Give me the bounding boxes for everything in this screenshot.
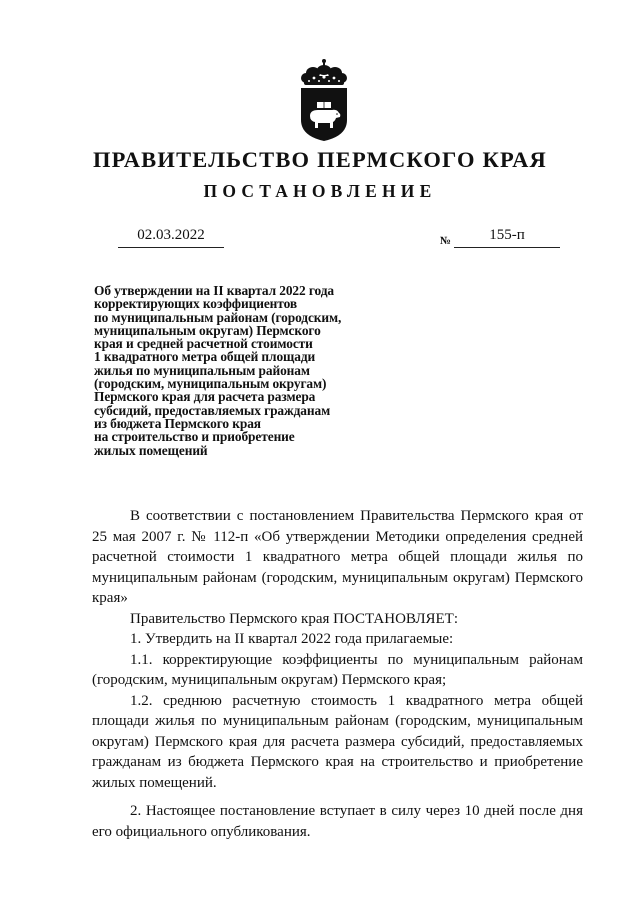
- coat-of-arms-icon: [298, 58, 350, 142]
- subject-line: на строительство и приобретение: [94, 429, 295, 445]
- document-date: 02.03.2022: [118, 225, 224, 248]
- number-prefix: №: [440, 235, 452, 247]
- subject-line: корректирующих коэффициентов: [94, 296, 297, 312]
- resolves-paragraph: Правительство Пермского края ПОСТАНОВЛЯЕТ:: [130, 610, 459, 627]
- document-type-title: ПОСТАНОВЛЕНИЕ: [203, 181, 437, 201]
- government-title: ПРАВИТЕЛЬСТВО ПЕРМСКОГО КРАЯ: [92, 147, 548, 172]
- subject-line: края и средней расчетной стоимости: [94, 336, 313, 352]
- subject-line: Пермского края для расчета размера: [94, 389, 316, 405]
- subject-line: 1 квадратного метра общей площади: [94, 349, 316, 365]
- subject-line: по муниципальным районам (городским,: [94, 309, 342, 325]
- item-1-2-paragraph: 1.2. среднюю расчетную стоимость 1 квадратного метра общей площади жилья по муниципальным районам (городским, муниципальным округам) Пермского края для расчета размера субсидий, предоставляемых гражданам из бюджета Пермского края на строительство и приобретение жилых помещений.: [92, 692, 583, 791]
- subject-line: жилья по муниципальным районам: [94, 362, 310, 378]
- document-body: [92, 506, 583, 842]
- subject-line: Об утверждении на II квартал 2022 года: [94, 283, 334, 298]
- subject-line: муниципальным округам) Пермского: [94, 322, 321, 338]
- subject-line: жилых помещений: [94, 442, 208, 458]
- document-number: 155-п: [454, 225, 560, 248]
- item-1-paragraph: 1. Утвердить на II квартал 2022 года прилагаемые:: [130, 631, 454, 647]
- item-1-1-paragraph: 1.1. корректирующие коэффициенты по муниципальным районам (городским, муниципальным округам) Пермского края;: [92, 651, 583, 688]
- item-2-paragraph: 2. Настоящее постановление вступает в силу через 10 дней после дня его официального опубликования.: [92, 803, 583, 840]
- document-subject: [94, 284, 394, 457]
- preamble-paragraph: В соответствии с постановлением Правительства Пермского края от 25 мая 2007 г. № 112-п «Об утверждении Методики определения средней расчетной стоимости 1 квадратного метра общей площади жилья по муниципальным районам (городским, муниципальным округам) Пермского края»: [92, 508, 583, 606]
- subject-line: из бюджета Пермского края: [94, 415, 261, 431]
- subject-line: (городским, муниципальным округам): [94, 376, 327, 392]
- subject-line: субсидий, предоставляемых гражданам: [94, 402, 331, 418]
